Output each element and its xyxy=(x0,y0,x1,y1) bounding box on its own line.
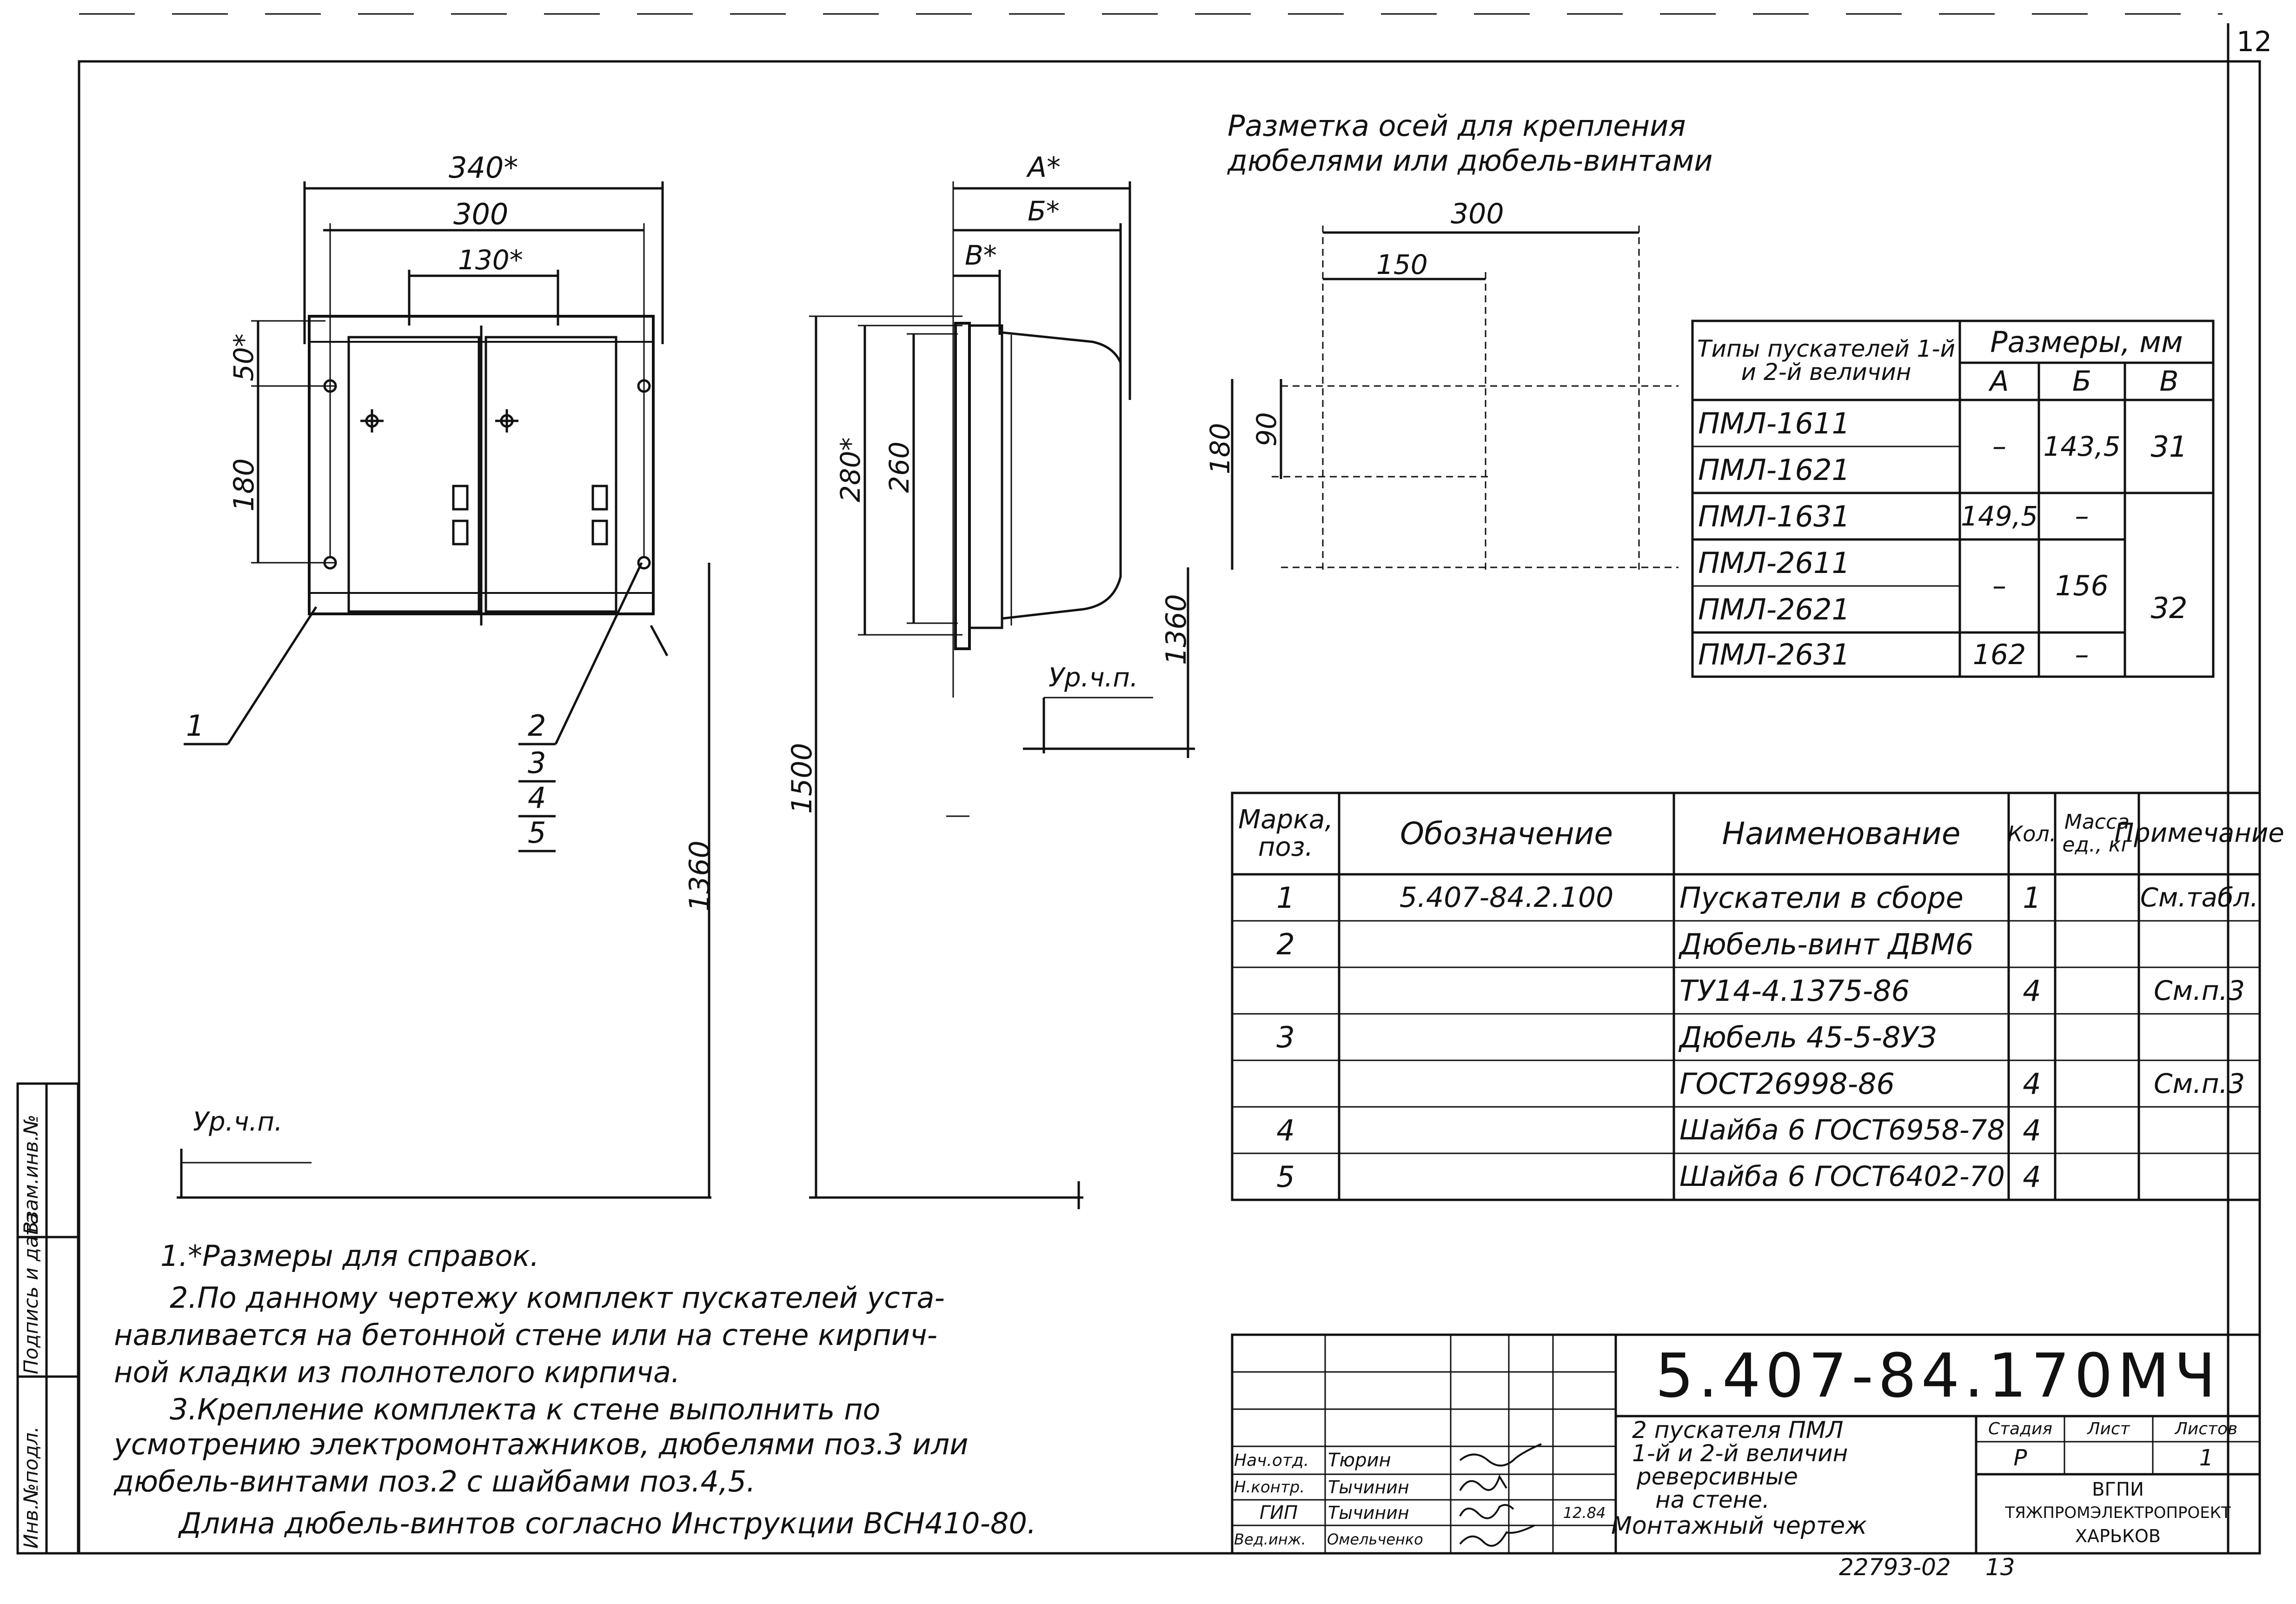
archive-page: 13 xyxy=(1985,1554,2015,1581)
sizes-b-2631: – xyxy=(2075,638,2089,671)
title-desc-line: 2 пускателя ПМЛ xyxy=(1632,1417,1844,1444)
sheets-value: 1 xyxy=(2199,1445,2214,1471)
stage-label: Стадия xyxy=(1988,1419,2053,1438)
callout-2: 2 xyxy=(528,709,546,743)
dim-v: В* xyxy=(965,240,997,271)
spec-header-note: Примечание xyxy=(2114,818,2284,849)
note-line: дюбель-винтами поз.2 с шайбами поз.4,5. xyxy=(114,1464,756,1498)
marking-dim-90: 90 xyxy=(1251,412,1282,446)
title-desc-line: на стене. xyxy=(1655,1486,1770,1513)
dim-hole-spacing: 300 xyxy=(453,197,509,231)
spec-row-qty: 4 xyxy=(2023,1066,2041,1101)
dim-top-offset: 50* xyxy=(228,333,259,381)
dim-inner: 130* xyxy=(458,244,523,276)
sign-name: Тычинин xyxy=(1328,1502,1409,1523)
archive-number: 22793-02 xyxy=(1839,1554,1951,1581)
sign-name: Тюрин xyxy=(1328,1450,1391,1471)
sign-role: Вед.инж. xyxy=(1234,1531,1306,1548)
spec-row-note: См.п.3 xyxy=(2154,1068,2245,1099)
note-line: 3.Крепление комплекта к стене выполнить по xyxy=(170,1392,881,1426)
spec-row-note: См.п.3 xyxy=(2154,975,2245,1006)
org-line-3: ХАРЬКОВ xyxy=(2075,1525,2161,1546)
sign-name: Тычинин xyxy=(1328,1477,1409,1498)
sizes-a-2631: 162 xyxy=(1972,638,2026,671)
sizes-col-v: В xyxy=(2159,365,2179,398)
callout-3: 3 xyxy=(528,746,546,780)
marking-dim-300: 300 xyxy=(1451,198,1504,230)
spec-row-name: Дюбель-винт ДВМ6 xyxy=(1679,927,1974,961)
marking-dim-1360: 1360 xyxy=(1160,594,1193,665)
dim-side-floor: 1500 xyxy=(786,743,818,814)
org-line-2: ТЯЖПРОМЭЛЕКТРОПРОЕКТ xyxy=(2005,1503,2231,1522)
callout-4: 4 xyxy=(528,781,546,815)
sizes-a-161x: – xyxy=(1992,430,2006,463)
sizes-row-type: ПМЛ-2631 xyxy=(1698,638,1850,672)
stamp-sign-date: Подпись и дата xyxy=(20,1212,42,1374)
stage-value: Р xyxy=(2013,1445,2027,1471)
dim-overall-width: 340* xyxy=(449,151,518,185)
dim-hole-height: 260 xyxy=(883,441,915,493)
spec-row-note: См.табл. xyxy=(2140,882,2259,913)
callout-1: 1 xyxy=(186,709,205,743)
note-line: Длина дюбель-винтов согласно Инструкции ВСН410-80. xyxy=(179,1506,1036,1540)
spec-row-pos: 5 xyxy=(1276,1159,1295,1194)
dim-a: А* xyxy=(1028,151,1061,184)
sizes-a-261x: – xyxy=(1992,570,2006,602)
note-line: усмотрению электромонтажников, дюбелями поз.3 или xyxy=(114,1427,969,1461)
spec-row-name: Шайба 6 ГОСТ6402-70 xyxy=(1679,1160,2005,1193)
marking-title-2: дюбелями или дюбель-винтами xyxy=(1228,144,1713,178)
spec-row-qty: 4 xyxy=(2023,973,2041,1008)
title-desc-line: реверсивные xyxy=(1637,1463,1798,1490)
title-desc-line: 1-й и 2-й величин xyxy=(1632,1440,1848,1467)
sizes-v-26xx: 32 xyxy=(2150,591,2188,625)
spec-header-qty: Кол. xyxy=(2007,821,2057,846)
title-desc-line: Монтажный чертеж xyxy=(1611,1512,1867,1540)
sizes-b-261x: 156 xyxy=(2055,570,2109,602)
sizes-col-a: А xyxy=(1990,365,2009,398)
marking-title-1: Разметка осей для крепления xyxy=(1228,109,1686,143)
spec-row-name: Шайба 6 ГОСТ6958-78 xyxy=(1679,1114,2005,1146)
spec-header-mass: Масса ед., кг xyxy=(2062,810,2132,857)
sheet-label: Лист xyxy=(2087,1419,2130,1438)
spec-row-designation: 5.407-84.2.100 xyxy=(1399,881,1614,914)
spec-row-qty: 4 xyxy=(2023,1159,2041,1194)
sign-name: Омельченко xyxy=(1327,1531,1423,1548)
sizes-row-type: ПМЛ-1621 xyxy=(1698,453,1850,487)
sizes-row-type: ПМЛ-2621 xyxy=(1698,592,1850,626)
dim-b: Б* xyxy=(1028,195,1060,227)
sizes-b-161x: 143,5 xyxy=(2043,431,2121,462)
floor-label-front: Ур.ч.п. xyxy=(193,1107,283,1137)
spec-row-name: Пускатели в сборе xyxy=(1679,880,1964,915)
spec-header-name: Наименование xyxy=(1722,816,1961,852)
spec-row-pos: 3 xyxy=(1276,1020,1295,1054)
note-line: ной кладки из полнотелого кирпича. xyxy=(114,1355,680,1389)
sign-date: 12.84 xyxy=(1563,1504,1606,1522)
stamp-inv-orig: Инв.№подл. xyxy=(20,1426,42,1549)
note-line: навливается на бетонной стене или на стене кирпич- xyxy=(114,1318,938,1352)
callout-5: 5 xyxy=(528,816,546,850)
sizes-header-types: Типы пускателей 1-й и 2-й величин xyxy=(1697,335,1956,386)
sizes-b-1631: – xyxy=(2075,500,2089,532)
sizes-col-b: Б xyxy=(2072,365,2092,398)
sign-role: ГИП xyxy=(1259,1502,1298,1524)
spec-row-qty: 4 xyxy=(2023,1113,2041,1147)
marking-dim-150: 150 xyxy=(1376,249,1428,280)
note-line: 1.*Размеры для справок. xyxy=(160,1239,539,1273)
spec-row-name: ТУ14-4.1375-86 xyxy=(1679,973,1910,1008)
side-view xyxy=(809,181,1130,1209)
note-line: 2.По данному чертежу комплект пускателей уста- xyxy=(170,1281,945,1315)
spec-row-pos: 4 xyxy=(1276,1113,1295,1147)
sizes-header-sizes: Размеры, мм xyxy=(1990,325,2183,359)
sign-role: Нач.отд. xyxy=(1234,1451,1309,1470)
sizes-row-type: ПМЛ-1611 xyxy=(1698,406,1850,440)
dim-overall-height: 280* xyxy=(835,437,866,502)
sheets-label: Листов xyxy=(2175,1419,2238,1438)
spec-row-pos: 1 xyxy=(1276,880,1295,915)
sizes-a-1631: 149,5 xyxy=(1960,500,2038,532)
dim-front-floor: 1360 xyxy=(683,840,716,912)
sign-role: Н.контр. xyxy=(1234,1478,1305,1497)
marking-dim-180: 180 xyxy=(1204,423,1236,474)
spec-header-designation: Обозначение xyxy=(1400,816,1613,852)
page-number: 12 xyxy=(2236,26,2272,58)
dim-hole-vertical: 180 xyxy=(228,458,260,512)
sizes-v-16xx: 31 xyxy=(2150,429,2188,464)
doc-code: 5.407-84.170МЧ xyxy=(1655,1340,2221,1411)
sizes-row-type: ПМЛ-1631 xyxy=(1698,499,1850,533)
floor-label-marking: Ур.ч.п. xyxy=(1048,663,1138,693)
spec-row-pos: 2 xyxy=(1276,927,1295,961)
org-line-1: ВГПИ xyxy=(2092,1478,2144,1500)
spec-row-qty: 1 xyxy=(2023,880,2041,915)
spec-row-name: ГОСТ26998-86 xyxy=(1679,1066,1895,1101)
spec-header-pos: Марка, поз. xyxy=(1238,804,1334,862)
sizes-row-type: ПМЛ-2611 xyxy=(1698,546,1850,580)
spec-row-name: Дюбель 45-5-8УЗ xyxy=(1679,1020,1937,1054)
stamp-inv-dup: Взам.инв.№ xyxy=(20,1114,42,1235)
